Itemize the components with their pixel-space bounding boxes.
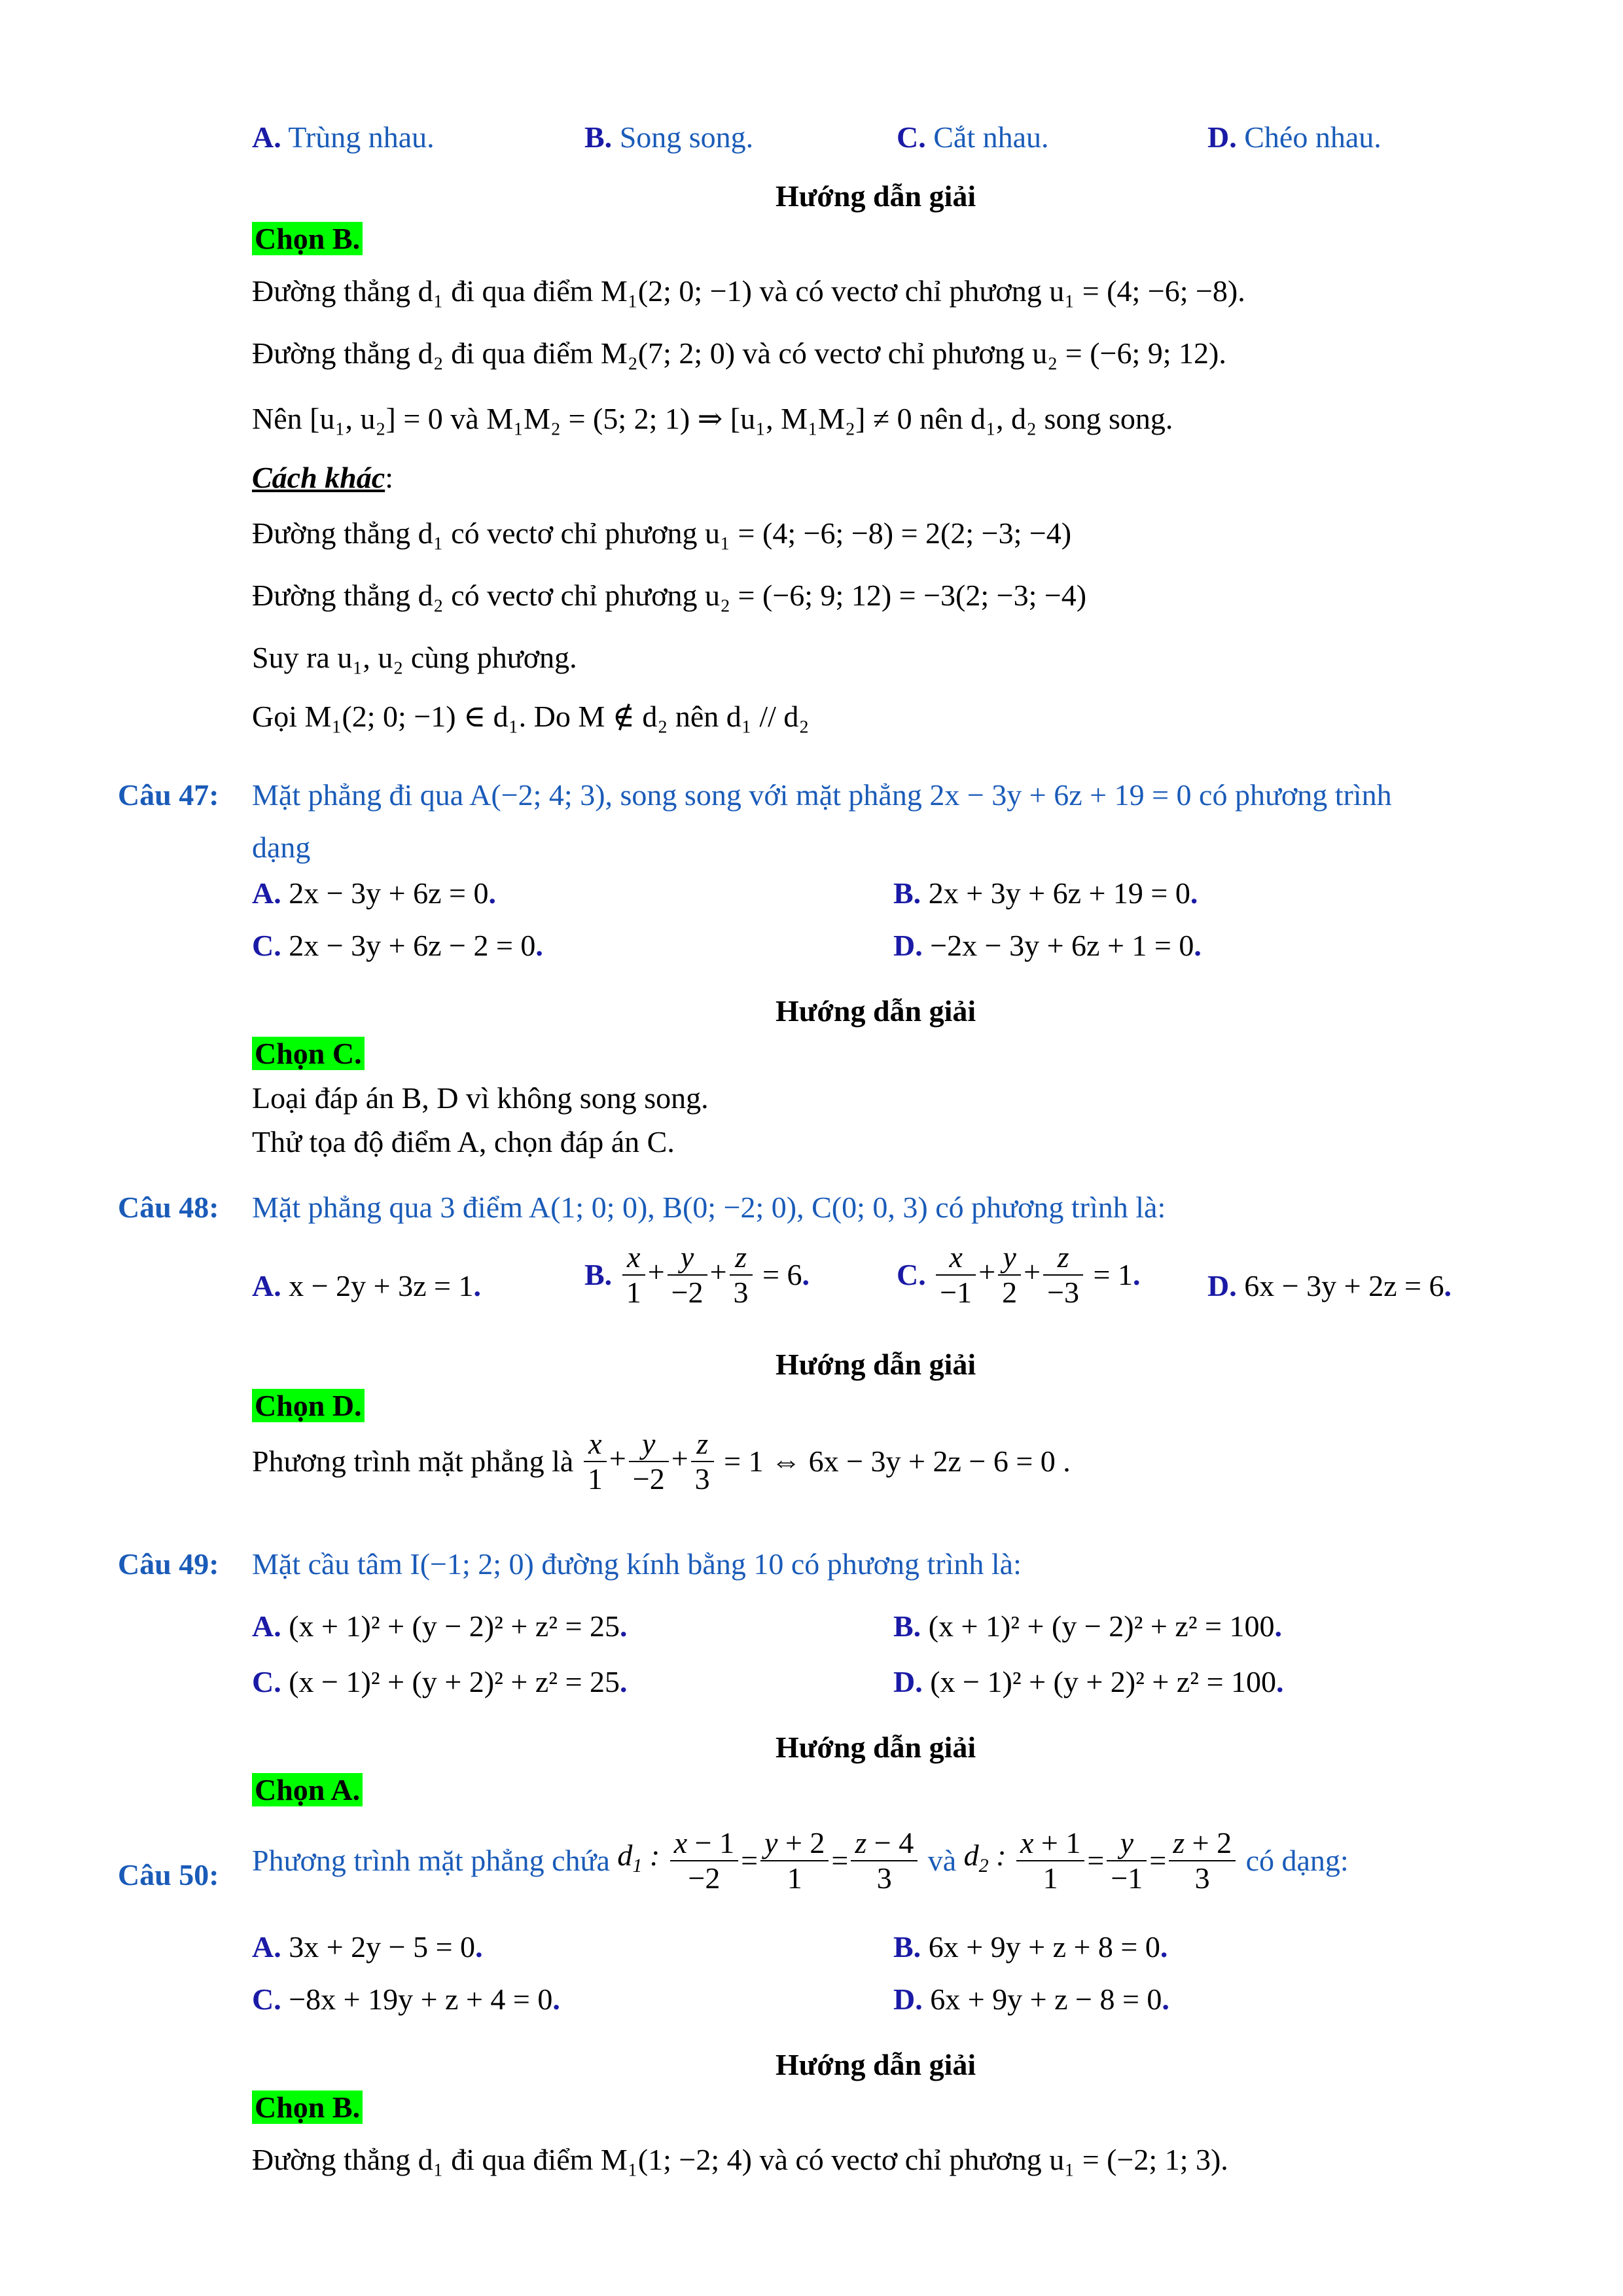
q50-text: Phương trình mặt phẳng chứa $d_1$ : $\frac{x - 1}{-2}$ = $\frac{y + 2}{1}$ = $\frac{z - 4}{3}$ và $d_2$ : $\frac{x + 1}{1}$ = $\frac{y}{-1}$ = $\frac{z + 2}{3}$ có dạng:: [252, 1826, 1349, 1895]
q47-choice: Chọn C.: [252, 1034, 365, 1073]
q48-solution-1: Phương trình mặt phẳng là $\frac{x}{1}$ + $\frac{y}{-2}$ + $\frac{z}{3}$ = 1 ⇔ 6x − 3y + 2z − 6 = 0 .: [252, 1427, 1071, 1496]
q49-option-b: B. (x + 1)² + (y − 2)² + z² = 100.: [893, 1609, 1282, 1643]
q48-choice: Chọn D.: [252, 1386, 365, 1426]
q50-option-d: D. 6x + 9y + z − 8 = 0.: [893, 1982, 1169, 2016]
q46-line-4: Đường thẳng d₁ có vectơ chỉ phương u₁ = (4; −6; −8) = 2(2; −3; −4): [252, 516, 1072, 550]
q48-text: Mặt phẳng qua 3 điểm A(1; 0; 0), B(0; −2; 0), C(0; 0, 3) có phương trình là:: [252, 1191, 1166, 1224]
q46-line-7: Gọi M₁(2; 0; −1) ∈ d₁. Do M ∉ d₂ nên d₁ // d₂: [252, 700, 810, 733]
q48-option-b: B. $\frac{x}{1}$ + $\frac{y}{-2}$ + $\frac{z}{3}$ = 6.: [584, 1240, 810, 1309]
q49-solution-heading: Hướng dẫn giải: [776, 1731, 976, 1764]
q48-option-a: A. x − 2y + 3z = 1.: [252, 1269, 481, 1302]
q50-solution-1: Đường thẳng d₁ đi qua điểm M₁(1; −2; 4) và có vectơ chỉ phương u₁ = (−2; 1; 3).: [252, 2143, 1228, 2176]
q47-solution-2: Thử tọa độ điểm A, chọn đáp án C.: [252, 1125, 675, 1158]
q46-option-d: D. Chéo nhau.: [1207, 120, 1382, 154]
q47-option-b: B. 2x + 3y + 6z + 19 = 0.: [893, 876, 1198, 910]
q46-line-3: Nên [u₁, u₂] = 0 và M₁M₂ = (5; 2; 1) ⇒ [u₁, M₁M₂] ≠ 0 nên d₁, d₂ song song.: [252, 402, 1173, 435]
q48-solution-heading: Hướng dẫn giải: [776, 1348, 976, 1381]
q50-option-c: C. −8x + 19y + z + 4 = 0.: [252, 1982, 560, 2016]
q46-option-c: C. Cắt nhau.: [897, 120, 1049, 154]
q46-choice: Chọn B.: [252, 219, 363, 259]
q50-option-b: B. 6x + 9y + z + 8 = 0.: [893, 1930, 1168, 1964]
q47-option-a: A. 2x − 3y + 6z = 0.: [252, 876, 496, 910]
q46-alt-method: Cách khác:: [252, 461, 393, 494]
q49-option-a: A. (x + 1)² + (y − 2)² + z² = 25.: [252, 1609, 628, 1643]
q46-line-5: Đường thẳng d₂ có vectơ chỉ phương u₂ = (−6; 9; 12) = −3(2; −3; −4): [252, 579, 1087, 612]
q49-option-c: C. (x − 1)² + (y + 2)² + z² = 25.: [252, 1665, 628, 1698]
q47-text-2: dạng: [252, 831, 311, 864]
q47-option-d: D. −2x − 3y + 6z + 1 = 0.: [893, 929, 1202, 962]
q46-line-1: Đường thẳng d₁ đi qua điểm M₁(2; 0; −1) và có vectơ chỉ phương u₁ = (4; −6; −8).: [252, 274, 1245, 308]
q48-option-d: D. 6x − 3y + 2z = 6.: [1207, 1269, 1452, 1302]
q47-label: Câu 47:: [118, 778, 219, 812]
q50-solution-heading: Hướng dẫn giải: [776, 2048, 976, 2081]
q47-option-c: C. 2x − 3y + 6z − 2 = 0.: [252, 929, 543, 962]
q49-text: Mặt cầu tâm I(−1; 2; 0) đường kính bằng 10 có phương trình là:: [252, 1547, 1022, 1581]
q49-choice: Chọn A.: [252, 1770, 363, 1810]
q50-label: Câu 50:: [118, 1858, 219, 1892]
q46-line-2: Đường thẳng d₂ đi qua điểm M₂(7; 2; 0) và có vectơ chỉ phương u₂ = (−6; 9; 12).: [252, 336, 1226, 370]
q48-label: Câu 48:: [118, 1191, 219, 1224]
q49-label: Câu 49:: [118, 1547, 219, 1581]
q50-option-a: A. 3x + 2y − 5 = 0.: [252, 1930, 483, 1964]
q46-line-6: Suy ra u₁, u₂ cùng phương.: [252, 641, 577, 674]
q47-solution-1: Loại đáp án B, D vì không song song.: [252, 1081, 709, 1115]
q46-option-b: B. Song song.: [584, 120, 754, 154]
q46-option-a: A. Trùng nhau.: [252, 120, 435, 154]
q50-choice: Chọn B.: [252, 2088, 363, 2127]
q48-option-c: C. $\frac{x}{-1}$ + $\frac{y}{2}$ + $\frac{z}{-3}$ = 1.: [897, 1240, 1141, 1309]
q49-option-d: D. (x − 1)² + (y + 2)² + z² = 100.: [893, 1665, 1284, 1698]
q47-text-1: Mặt phẳng đi qua A(−2; 4; 3), song song với mặt phẳng 2x − 3y + 6z + 19 = 0 có phương trình: [252, 778, 1392, 812]
q47-solution-heading: Hướng dẫn giải: [776, 994, 976, 1028]
q46-solution-heading: Hướng dẫn giải: [776, 179, 976, 213]
